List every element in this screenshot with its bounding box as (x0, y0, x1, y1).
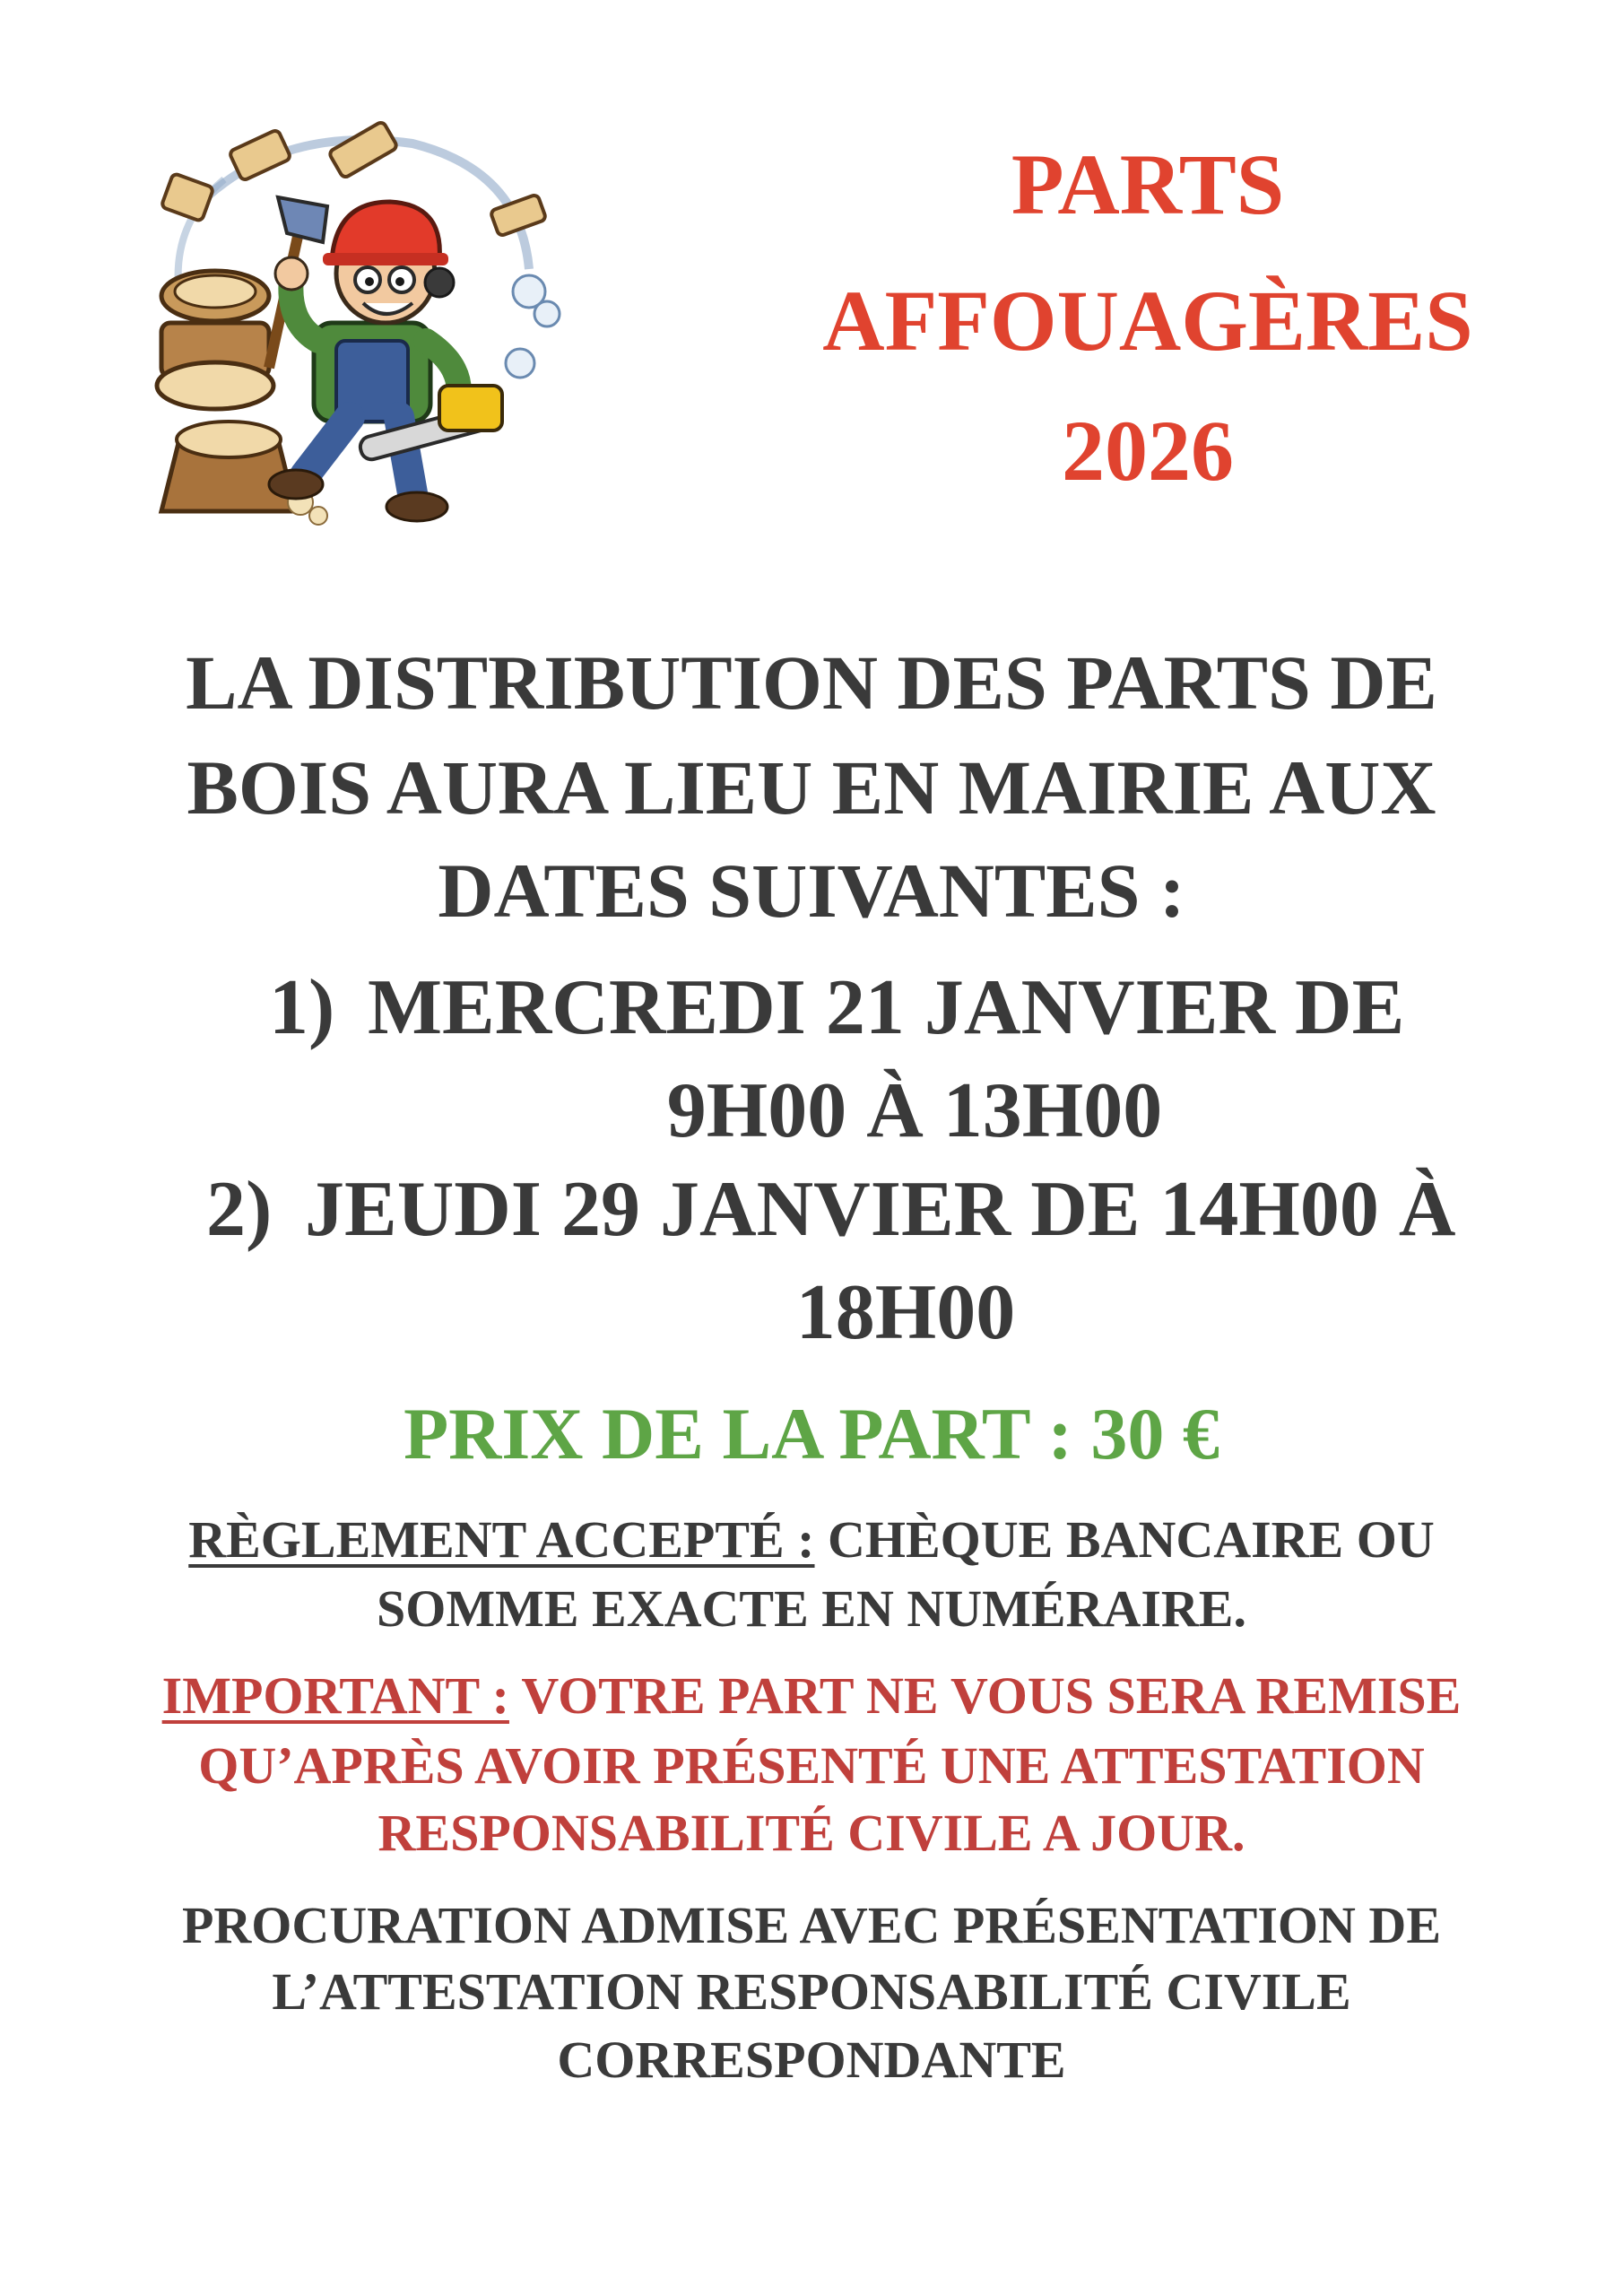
date-2-number: 2) (206, 1166, 273, 1253)
proxy-line-3: CORRESPONDANTE (557, 2031, 1066, 2089)
date-1-number: 1) (269, 964, 335, 1051)
title-line-2: AFFOUAGÈRES (822, 273, 1473, 369)
intro-line-3: DATES SUIVANTES : (438, 848, 1185, 934)
date-1-line-1: MERCREDI 21 JANVIER DE (368, 964, 1405, 1051)
title-line-1: PARTS (1011, 136, 1285, 232)
date-1-line-2: 9H00 À 13H00 (666, 1067, 1163, 1154)
intro-line-2: BOIS AURA LIEU EN MAIRIE AUX (187, 744, 1436, 831)
price-text: PRIX DE LA PART : 30 € (404, 1393, 1219, 1474)
important-line-2: QU’APRÈS AVOIR PRÉSENTÉ UNE ATTESTATION (198, 1736, 1425, 1795)
payment-line-2: SOMME EXACTE EN NUMÉRAIRE. (377, 1579, 1246, 1638)
lumberjack-illustration (143, 117, 574, 547)
important-line-1 (0, 1666, 1623, 1725)
date-2-line-1: JEUDI 29 JANVIER DE 14H00 À (305, 1166, 1456, 1253)
payment-label: RÈGLEMENT ACCEPTÉ : (188, 1510, 815, 1569)
intro-line-1: LA DISTRIBUTION DES PARTS DE (186, 639, 1437, 726)
date-2-line-2: 18H00 (795, 1269, 1016, 1356)
title-line-3: 2026 (1062, 403, 1234, 499)
important-label: IMPORTANT : (161, 1666, 509, 1725)
payment-line-1 (0, 1510, 1623, 1569)
proxy-line-2: L’ATTESTATION RESPONSABILITÉ CIVILE (272, 1962, 1351, 2021)
important-line-1-rest: VOTRE PART NE VOUS SERA REMISE (508, 1666, 1462, 1725)
proxy-line-1: PROCURATION ADMISE AVEC PRÉSENTATION DE (181, 1896, 1442, 1954)
important-line-3: RESPONSABILITÉ CIVILE A JOUR. (378, 1804, 1245, 1862)
payment-line-1-rest: CHÈQUE BANCAIRE OU (814, 1510, 1435, 1569)
